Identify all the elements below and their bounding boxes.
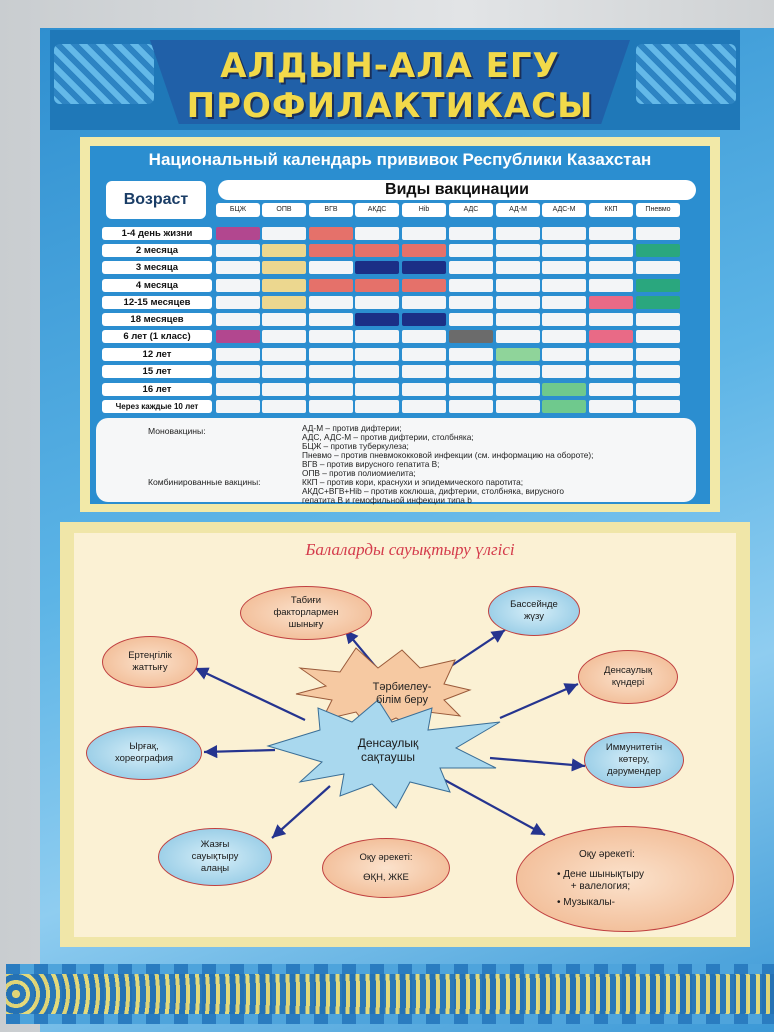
legend-combo-label: Комбинированные вакцины:: [148, 477, 261, 487]
study2-title: Оқу әрекеті:: [579, 849, 635, 860]
node-health-days: Денсаулық күндері: [578, 650, 678, 704]
age-row-label: 12 лет: [102, 348, 212, 361]
arrow-study: [430, 772, 545, 835]
bottom-ornament-pattern: [6, 974, 774, 1014]
age-row-label: 1-4 день жизни: [102, 227, 212, 240]
age-row-label: 12-15 месяцев: [102, 296, 212, 309]
node-study2: [516, 826, 734, 932]
poster-title-line1: АЛДЫН-АЛА ЕГУ: [220, 46, 560, 86]
legend-line: АД-М – против дифтерии;: [302, 423, 402, 433]
arrow-immunity: [490, 758, 585, 766]
legend-line: ВГВ – против вирусного гепатита В;: [302, 459, 440, 469]
node-summer: Жазғы сауықтыру алаңы: [158, 828, 272, 886]
legend-line: ОПВ – против полиомиелита;: [302, 468, 416, 478]
study1-body: ӨҚН, ЖКЕ: [363, 872, 409, 883]
age-row-label: 16 лет: [102, 383, 212, 396]
age-row-label: 3 месяца: [102, 261, 212, 274]
node-pool: Бассейнде жүзу: [488, 586, 580, 636]
node-study1: [322, 838, 450, 898]
arrow-morning: [195, 668, 305, 720]
age-row-label: Через каждые 10 лет: [102, 400, 212, 413]
health-title: Балаларды сауықтыру үлгісі: [305, 540, 515, 559]
column-header-0: БЦЖ: [216, 203, 260, 217]
node-natural: Табиғи факторлармен шынығу: [240, 586, 372, 640]
vaccine-types-header: Виды вакцинации: [218, 180, 696, 200]
study1-title: Оқу әрекеті:: [359, 852, 413, 863]
column-header-8: ККП: [589, 203, 633, 217]
age-row-label: 2 месяца: [102, 244, 212, 257]
column-header-2: ВГВ: [309, 203, 353, 217]
node-morning: Ертеңгілік жаттығу: [102, 636, 198, 688]
arrow-health-days: [500, 684, 578, 718]
node-rhythm: Ырғақ, хореография: [86, 726, 202, 780]
arrow-summer: [272, 786, 330, 838]
study2-item2-text: Музыкалы-: [563, 897, 616, 908]
legend-line: БЦЖ – против туберкулеза;: [302, 441, 409, 451]
study2-item1-text: Дене шынықтыру + валелогия;: [563, 869, 644, 892]
age-row-label: 18 месяцев: [102, 313, 212, 326]
legend-mono-label: Моновакцины:: [148, 426, 206, 436]
legend-line: Пневмо – против пневмококковой инфекции (см. информацию на обороте);: [302, 450, 594, 460]
legend-line: АДС, АДС-М – против дифтерии, столбняка;: [302, 432, 474, 442]
column-header-5: АДС: [449, 203, 493, 217]
vaccination-title: Национальный календарь прививок Республики Казахстан: [148, 150, 652, 169]
legend-line: ККП – против кори, краснухи и эпидемического паротита;: [302, 477, 524, 487]
age-row-label: 6 лет (1 класс): [102, 330, 212, 343]
age-row-label: 15 лет: [102, 365, 212, 378]
legend-line: гепатита В и гемофильной инфекции типа b: [302, 495, 472, 505]
poster-title-line2: ПРОФИЛАКТИКАСЫ: [186, 86, 594, 126]
column-header-3: АКДС: [355, 203, 399, 217]
column-header-9: Пневмо: [636, 203, 680, 217]
age-row-label: 4 месяца: [102, 279, 212, 292]
center-top-label: Тәрбиелеу- білім беру: [372, 681, 432, 706]
node-immunity: Иммунитетін көтеру, дәрумендер: [584, 732, 684, 788]
column-header-1: ОПВ: [262, 203, 306, 217]
column-header-6: АД-М: [496, 203, 540, 217]
age-header: Возраст: [106, 181, 206, 219]
study2-item1: • Дене шынықтыру + валелогия;: [557, 869, 644, 892]
column-header-7: АДС-М: [542, 203, 586, 217]
column-header-4: Hib: [402, 203, 446, 217]
center-main-label: Денсаулық сақтаушы: [357, 736, 419, 764]
arrow-rhythm: [204, 750, 275, 752]
legend-line: АКДС+ВГВ+Hib – против коклюша, дифтерии, столбняка, вирусного: [302, 486, 564, 496]
study2-item2: • Музыкалы-: [557, 897, 616, 908]
